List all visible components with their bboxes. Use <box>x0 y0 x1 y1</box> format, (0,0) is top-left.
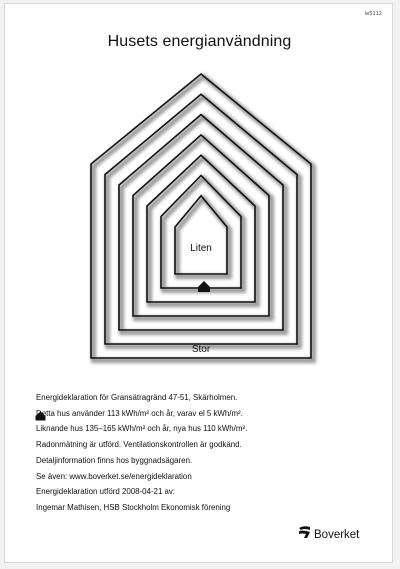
document-code: ie5112 <box>364 11 382 17</box>
info-line-details: Detaljinformation finns hos byggnadsägaren. <box>36 455 193 465</box>
info-line-address: Energideklaration för Gransätragränd 47-51, Skärholmen. <box>36 393 238 402</box>
page-title: Husets energianvändning <box>107 33 292 50</box>
scale-label-small: Liten <box>190 243 212 254</box>
brand-name: Boverket <box>314 528 360 541</box>
info-line-author: Ingemar Mathisen, HSB Stockholm Ekonomisk förening <box>36 502 231 512</box>
house-level-outline <box>175 196 227 274</box>
declaration-info <box>36 390 376 516</box>
info-line-website: Se även: www.boverket.se/energideklaration <box>36 471 192 481</box>
nested-house-diagram <box>5 4 394 374</box>
info-line-comparison: Liknande hus 135–165 kWh/m² och år, nya hus 110 kWh/m². <box>36 424 248 434</box>
energy-declaration-sheet <box>4 3 393 563</box>
house-level-shadow <box>178 198 230 276</box>
house-level-shadow <box>122 117 286 332</box>
energy-scale-house <box>5 4 394 374</box>
info-line-date: Energideklaration utförd 2008-04-21 av: <box>36 487 176 497</box>
boverket-brand <box>298 525 359 544</box>
info-line-inspections: Radonmätning är utförd. Ventilationskontrollen är godkänd. <box>36 440 242 450</box>
house-marker-large-icon <box>198 281 210 292</box>
boverket-logo-icon <box>298 525 311 544</box>
info-line-usage: Detta hus använder 113 kWh/m² och år, varav el 5 kWh/m². <box>36 408 243 418</box>
house-levels <box>91 74 314 361</box>
scale-label-large: Stor <box>191 344 211 355</box>
